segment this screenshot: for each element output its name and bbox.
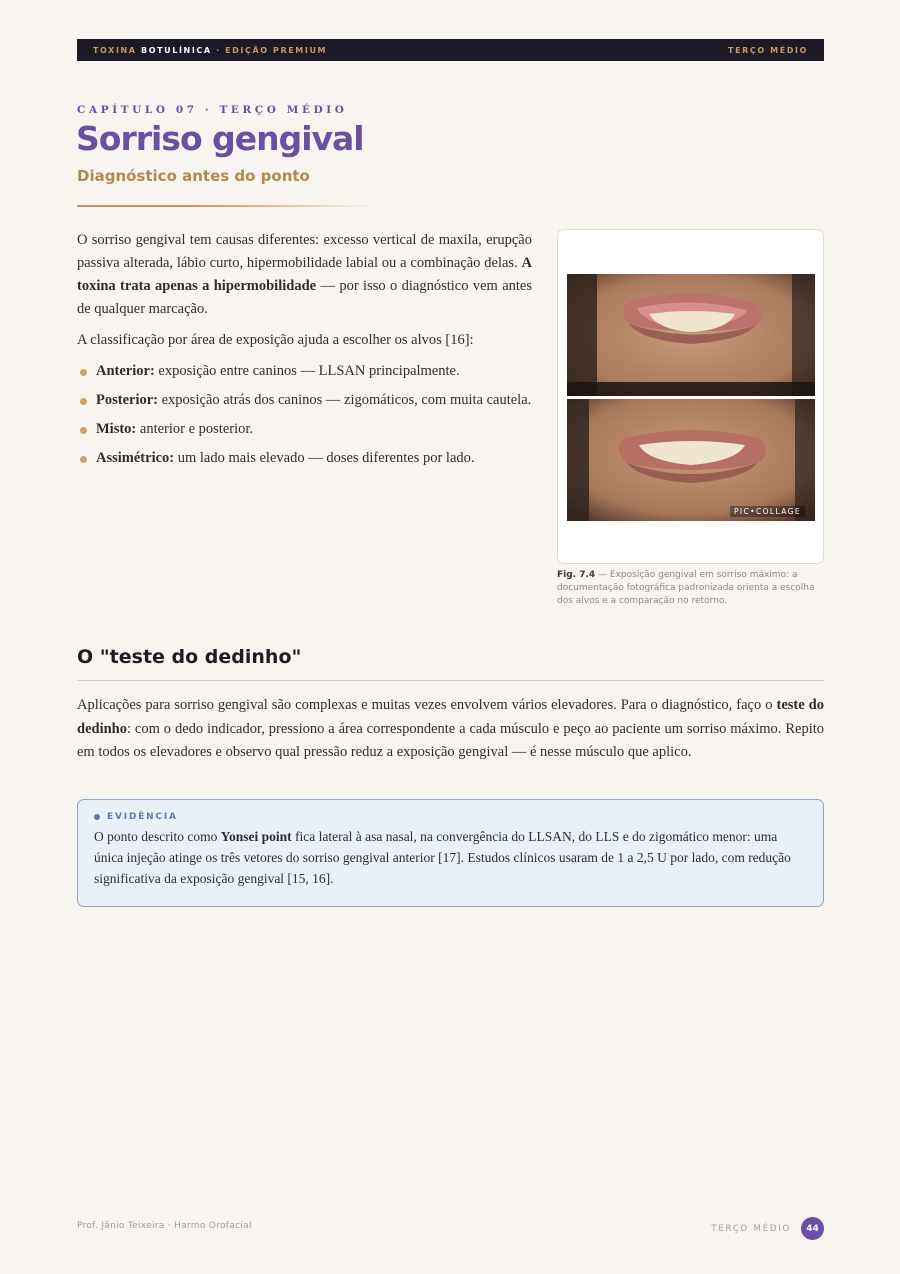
section-p-end: : com o dedo indicador, pressiono a área correspondente a cada músculo e peço ao paciente um sorriso máximo. Repito em todos os elevadores e observo qual pressão reduz a exposição gengival — é nesse músculo que aplico. — [77, 720, 824, 760]
section-title: O "teste do dedinho" — [77, 646, 302, 668]
figure-card — [557, 229, 824, 564]
evidence-text — [94, 826, 807, 889]
caption-text: — Exposição gengival em sorriso máximo: a documentação fotográfica padronizada orienta a escolha dos alvos e a comparação no retorno. — [557, 570, 815, 606]
intro-p1-end: — por isso o diagnóstico vem antes de qualquer marcação. — [77, 278, 533, 317]
title-divider — [77, 205, 377, 207]
list-item — [77, 389, 532, 412]
intro-paragraph-2: A classificação por área de exposição ajuda a escolher os alvos [16]: — [77, 332, 474, 348]
header-right: TERÇO MÉDIO — [728, 45, 808, 55]
header-left-3: · EDIÇÃO PREMIUM — [216, 45, 328, 55]
classification-list — [77, 360, 532, 470]
page-title: Sorriso gengival — [76, 119, 364, 158]
intro-paragraph-1 — [77, 229, 532, 321]
list-text: um lado mais elevado — doses diferentes por lado. — [177, 450, 475, 466]
evidence-label — [94, 812, 807, 822]
evidence-box — [77, 799, 824, 907]
smile-photo-before — [567, 274, 815, 396]
list-term: Anterior: — [96, 363, 155, 379]
footer-author: Prof. Jânio Teixeira · Harmo Orofacial — [77, 1221, 252, 1231]
list-term: Posterior: — [96, 392, 158, 408]
chapter-label: CAPÍTULO 07 · TERÇO MÉDIO — [77, 104, 348, 116]
evidence-t-bold: Yonsei point — [220, 829, 292, 844]
intro-p1-start: O sorriso gengival tem causas diferentes: excesso vertical de maxila, erupção passiva alterada, lábio curto, hipermobilidade labial ou a combinação delas. — [77, 232, 532, 271]
section-paragraph — [77, 694, 824, 765]
header-left-1: TOXINA — [93, 45, 137, 55]
bullet-dot — [80, 369, 87, 376]
list-text: exposição entre caninos — LLSAN principalmente. — [158, 363, 460, 379]
section-p-start: Aplicações para sorriso gengival são complexas e muitas vezes envolvem vários elevadores. Para o diagnóstico, faço o — [77, 697, 773, 713]
intro-p1-bold: A toxina trata apenas a hipermobilidade — [77, 255, 532, 294]
list-item — [77, 418, 532, 441]
smile-photo-after — [567, 399, 815, 521]
evidence-dot-icon — [94, 814, 100, 820]
page-subtitle: Diagnóstico antes do ponto — [77, 167, 310, 185]
list-term: Misto: — [96, 421, 137, 437]
list-item — [77, 360, 532, 383]
intro-text — [77, 229, 532, 476]
footer-section: TERÇO MÉDIO — [711, 1223, 791, 1234]
bullet-dot — [80, 427, 87, 434]
evidence-t-end: fica lateral à asa nasal, na convergência do LLSAN, do LLS e do zigomático menor: uma única injeção atinge os três vetores do sorriso gengival anterior [17]. Estudos clínicos usaram de 1 a 2,5 U por lado, com redução significativa da exposição gengival [15, 16]. — [94, 829, 791, 886]
section-divider — [77, 680, 824, 681]
header-left — [93, 46, 327, 55]
photo-watermark: PIC•COLLAGE — [730, 506, 805, 517]
running-header — [77, 39, 824, 61]
figure-caption — [557, 569, 824, 608]
caption-label: Fig. 7.4 — [557, 570, 596, 580]
list-text: exposição atrás dos caninos — zigomáticos, com muita cautela. — [161, 392, 532, 408]
evidence-t-start: O ponto descrito como — [94, 829, 218, 844]
list-text: anterior e posterior. — [139, 421, 254, 437]
footer-right — [711, 1217, 824, 1240]
list-term: Assimétrico: — [96, 450, 175, 466]
header-left-2: BOTULÍNICA — [141, 45, 212, 55]
evidence-label-text: EVIDÊNCIA — [107, 812, 178, 822]
page-number-badge: 44 — [801, 1217, 824, 1240]
bullet-dot — [80, 398, 87, 405]
section-p-bold: teste do dedinho — [77, 697, 824, 737]
bullet-dot — [80, 456, 87, 463]
list-item — [77, 447, 532, 470]
